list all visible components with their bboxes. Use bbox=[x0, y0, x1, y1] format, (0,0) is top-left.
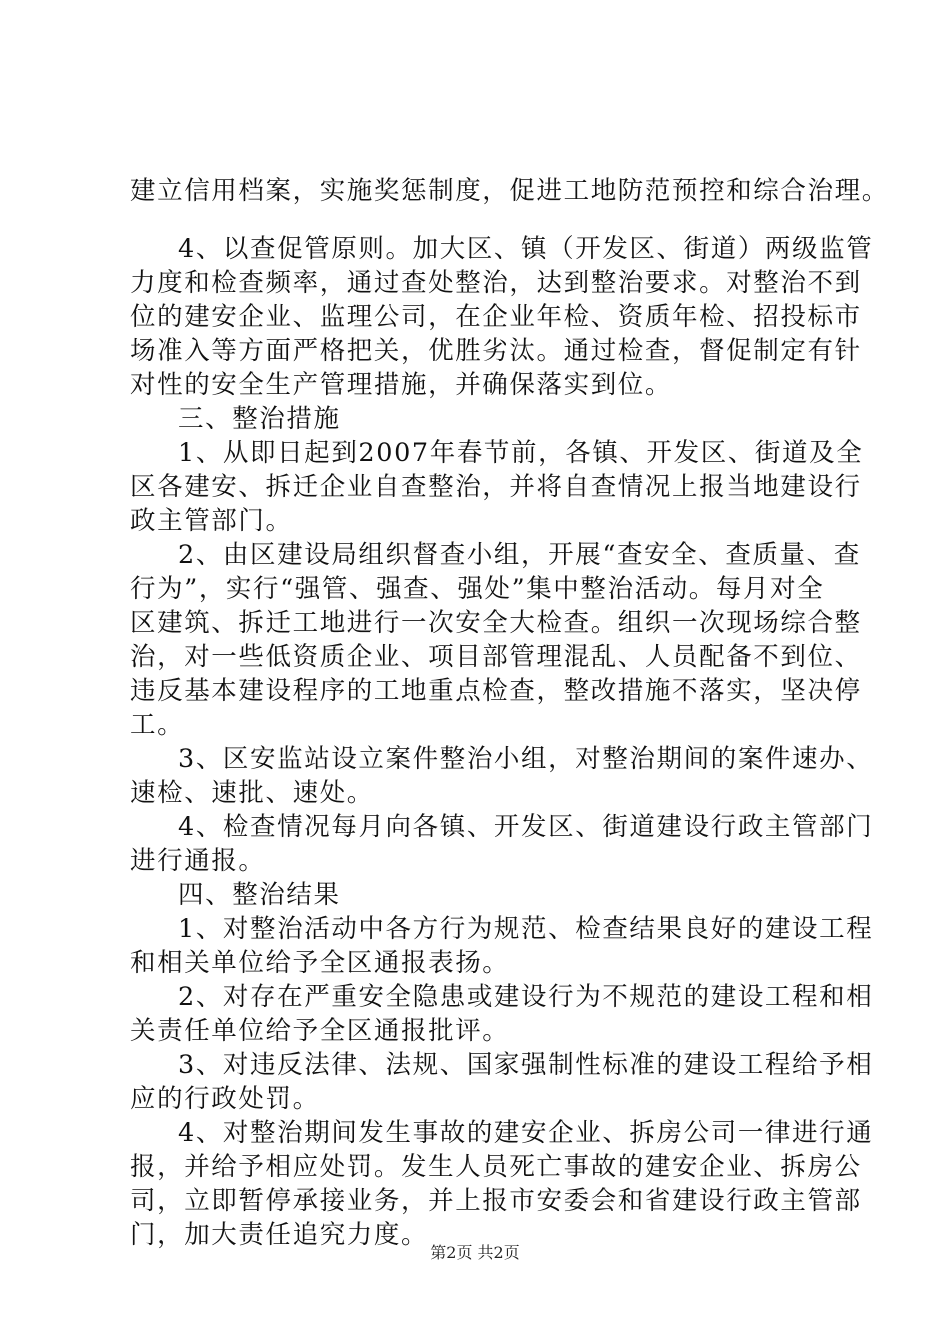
paragraph-line: 1、对整治活动中各方行为规范、检查结果良好的建设工程 bbox=[178, 914, 874, 944]
paragraph-line: 和相关单位给予全区通报表扬。 bbox=[130, 948, 510, 978]
page-number-footer: 第2页 共2页 bbox=[430, 1243, 520, 1262]
paragraph-line: 力度和检查频率，通过查处整治，达到整治要求。对整治不到 bbox=[130, 268, 862, 298]
paragraph-line: 区各建安、拆迁企业自查整治，并将自查情况上报当地建设行 bbox=[130, 472, 862, 502]
paragraph-line: 对性的安全生产管理措施，并确保落实到位。 bbox=[130, 370, 673, 400]
paragraph-line: 4、对整治期间发生事故的建安企业、拆房公司一律进行通 bbox=[178, 1118, 874, 1148]
paragraph-line: 应的行政处罚。 bbox=[130, 1084, 320, 1114]
paragraph-line: 2、由区建设局组织督查小组，开展“查安全、查质量、查 bbox=[178, 540, 861, 570]
paragraph-line: 工。 bbox=[130, 710, 185, 740]
paragraph-line: 1、从即日起到2007年春节前，各镇、开发区、街道及全 bbox=[178, 438, 864, 468]
paragraph-line: 政主管部门。 bbox=[130, 506, 293, 536]
paragraph-line: 4、检查情况每月向各镇、开发区、街道建设行政主管部门 bbox=[178, 812, 874, 842]
paragraph-line: 建立信用档案，实施奖惩制度，促进工地防范预控和综合治理。 bbox=[130, 176, 889, 206]
paragraph-line: 位的建安企业、监理公司，在企业年检、资质年检、招投标市 bbox=[130, 302, 862, 332]
paragraph-line: 治，对一些低资质企业、项目部管理混乱、人员配备不到位、 bbox=[130, 642, 862, 672]
paragraph-line: 报，并给予相应处罚。发生人员死亡事故的建安企业、拆房公 bbox=[130, 1152, 862, 1182]
paragraph-line: 行为”，实行“强管、强查、强处”集中整治活动。每月对全 bbox=[130, 574, 825, 604]
paragraph-line: 进行通报。 bbox=[130, 846, 266, 876]
paragraph-line: 速检、速批、速处。 bbox=[130, 778, 374, 808]
paragraph-line: 2、对存在严重安全隐患或建设行为不规范的建设工程和相 bbox=[178, 982, 874, 1012]
paragraph-line: 3、对违反法律、法规、国家强制性标准的建设工程给予相 bbox=[178, 1050, 874, 1080]
section-heading: 四、整治结果 bbox=[178, 880, 341, 910]
section-heading: 三、整治措施 bbox=[178, 404, 341, 434]
paragraph-line: 3、区安监站设立案件整治小组，对整治期间的案件速办、 bbox=[178, 744, 874, 774]
paragraph-line: 场准入等方面严格把关，优胜劣汰。通过检查，督促制定有针 bbox=[130, 336, 862, 366]
paragraph-line: 关责任单位给予全区通报批评。 bbox=[130, 1016, 510, 1046]
paragraph-line: 区建筑、拆迁工地进行一次安全大检查。组织一次现场综合整 bbox=[130, 608, 862, 638]
paragraph-line: 4、以查促管原则。加大区、镇（开发区、街道）两级监管 bbox=[178, 234, 874, 264]
paragraph-line: 司，立即暂停承接业务，并上报市安委会和省建设行政主管部 bbox=[130, 1186, 862, 1216]
paragraph-line: 门，加大责任追究力度。 bbox=[130, 1220, 429, 1250]
paragraph-line: 违反基本建设程序的工地重点检查，整改措施不落实，坚决停 bbox=[130, 676, 862, 706]
